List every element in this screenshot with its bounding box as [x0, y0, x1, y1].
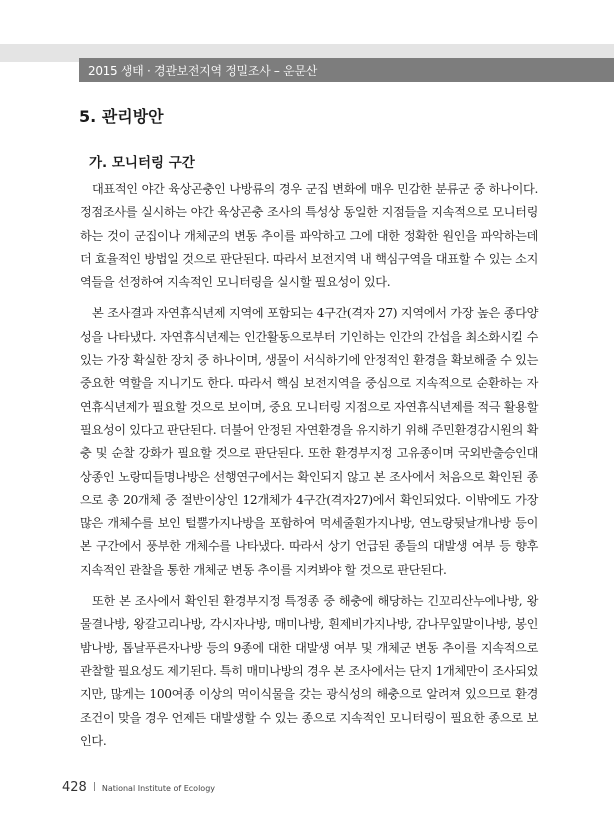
running-header-title: 2015 생태 · 경관보전지역 정밀조사 – 운문산: [88, 64, 318, 78]
page-number: 428: [62, 780, 87, 795]
paragraph-3: 또한 본 조사에서 확인된 환경부지정 특정종 중 해충에 해당하는 긴꼬리산누에나방, 왕물결나방, 왕갈고리나방, 각시자나방, 매미나방, 흰제비가지나방, 감나무잎말이나방, 봉인밤나방, 톱날푸른자나방 등의 9종에 대한 대발생 여부 및 개체군 변동 추이를 지속적으로 관찰할 필요성도 제기된다. 특히 매미나방의 경우 본 조사에서는 단지 1개체만이 조사되었지만, 많게는 100여종 이상의 먹이식물을 갖는 광식성의 해충으로 알려져 있으므로 환경조건이 맞을 경우 언제든 대발생할 수 있는 종으로 지속적인 모니터링이 필요한 종으로 보인다.: [80, 594, 538, 748]
footer-divider: [94, 782, 95, 791]
page-footer: [62, 780, 215, 795]
footer-publisher: National Institute of Ecology: [101, 784, 216, 793]
paragraph-2: 본 조사결과 자연휴식년제 지역에 포함되는 4구간(격자 27) 지역에서 가장 높은 종다양성을 나타냈다. 자연휴식년제는 인간활동으로부터 기인하는 인간의 간섭을 최소화시킬 수 있는 가장 확실한 장치 중 하나이며, 생물이 서식하기에 안정적인 환경을 확보해줄 수 있는 중요한 역할을 지니기도 한다. 따라서 핵심 보전지역을 중심으로 지속적으로 순환하는 자연휴식년제가 필요할 것으로 보이며, 중요 모니터링 지점으로 자연휴식년제를 적극 활용할 필요성이 있다고 판단된다. 더불어 안정된 자연환경을 유지하기 위해 주민환경감시원의 확충 및 순찰 강화가 필요할 것으로 판단된다. 또한 환경부지정 고유종이며 국외반출승인대상종인 노랑띠들명나방은 선행연구에서는 확인되지 않고 본 조사에서 처음으로 확인된 종으로 총 20개체 중 절반이상인 12개체가 4구간(격자27)에서 확인되었다. 이밖에도 가장 많은 개체수를 보인 털뿔가지나방을 포함하여 먹세줄흰가지나방, 연노랑뒷날개나방 등이 본 구간에서 풍부한 개체수를 나타냈다. 따라서 상기 언급된 종들의 대발생 여부 등 향후 지속적인 관찰을 통한 개체군 변동 추이를 지켜봐야 할 것으로 판단된다.: [80, 306, 538, 577]
body-text: [80, 178, 538, 761]
paragraph-1: 대표적인 야간 육상곤충인 나방류의 경우 군집 변화에 매우 민감한 분류군 중 하나이다. 정점조사를 실시하는 야간 육상곤충 조사의 특성상 동일한 지점들을 지속적으로 모니터링하는 것이 군집이나 개체군의 변동 추이를 파악하고 그에 대한 정확한 원인을 파악하는데 더 효율적인 방법일 것으로 판단된다. 따라서 보전지역 내 핵심구역을 대표할 수 있는 소지역들을 선정하여 지속적인 모니터링을 실시할 필요성이 있다.: [80, 182, 538, 290]
chapter-heading: 5. 관리방안: [79, 107, 164, 126]
section-heading: 가. 모니터링 구간: [89, 155, 195, 171]
